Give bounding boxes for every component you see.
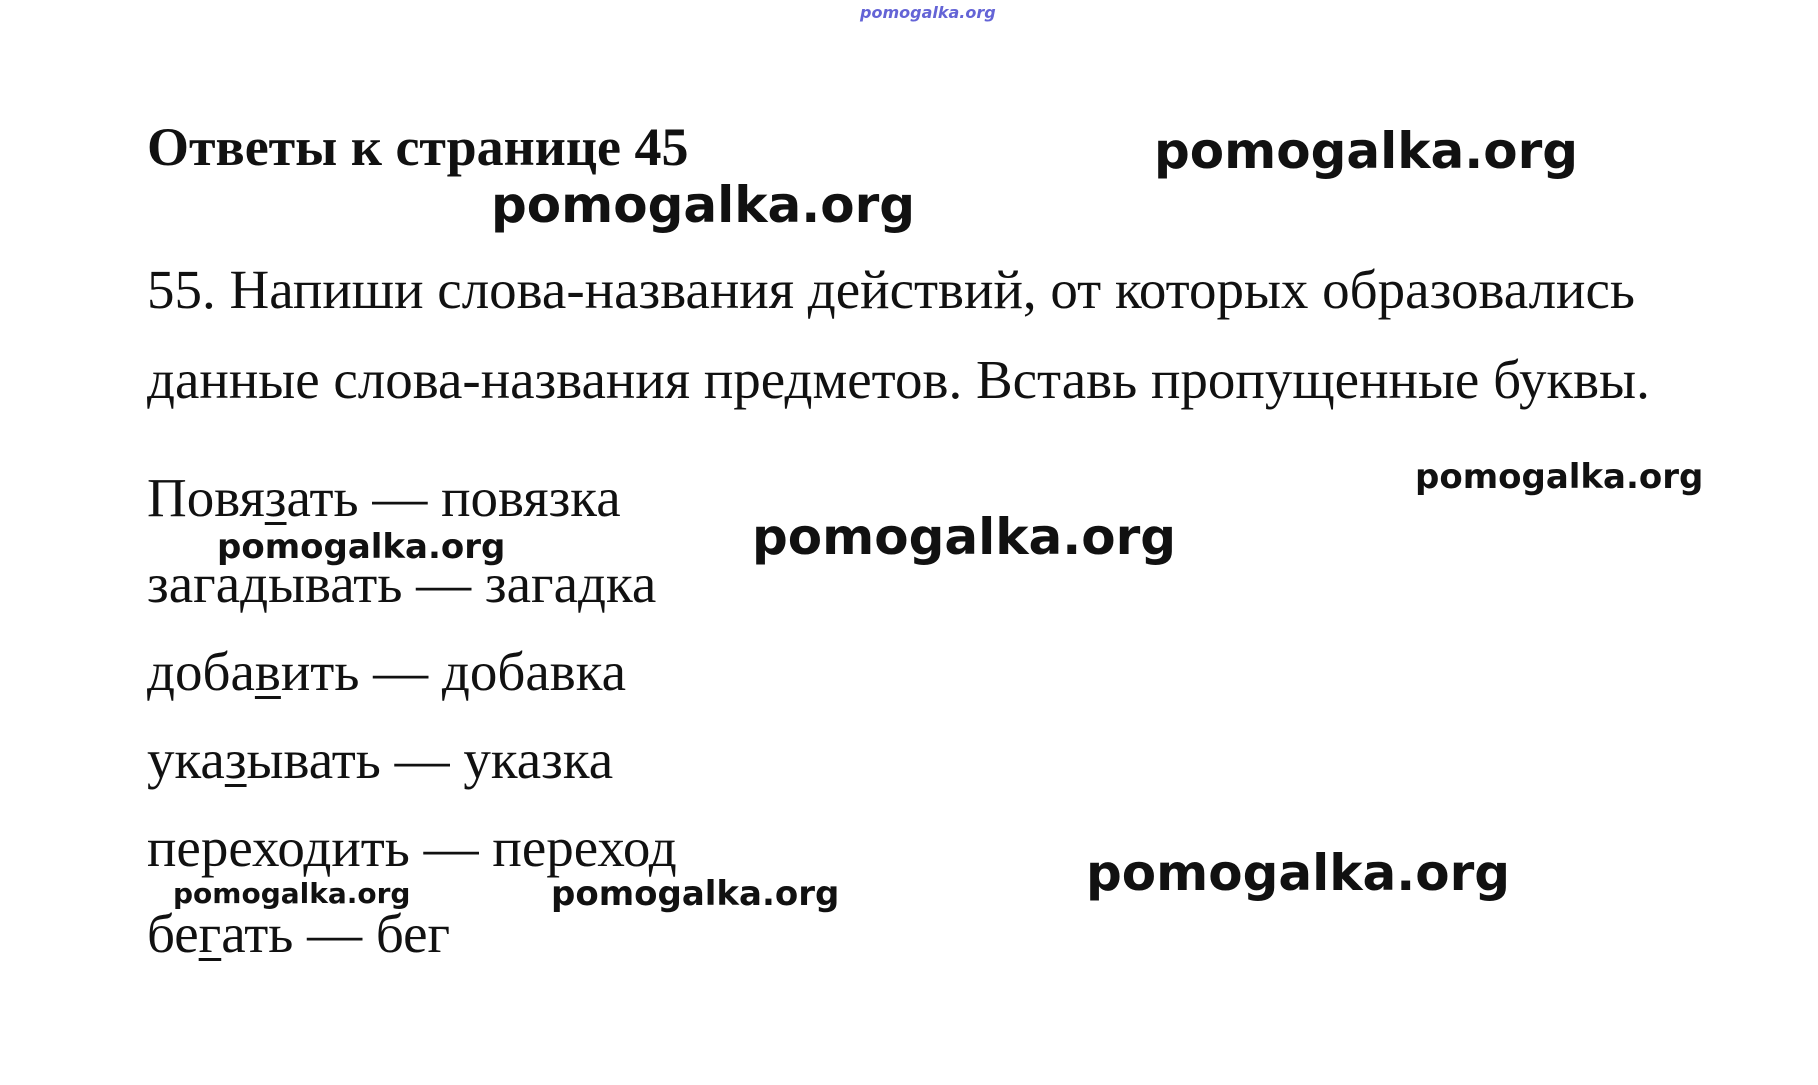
watermark: pomogalka.org	[217, 527, 506, 567]
answer-line	[147, 729, 614, 790]
inserted-letter: г	[198, 903, 222, 964]
watermark: pomogalka.org	[1086, 844, 1511, 902]
answer-text: переходить — переход	[147, 817, 677, 878]
answer-line	[147, 817, 677, 878]
task-text-line-1: 55. Напиши слова-названия действий, от которых образовались	[147, 259, 1635, 320]
answer-text: зага	[147, 553, 241, 614]
answer-text: ывать — загадка	[268, 553, 657, 614]
watermark: pomogalka.org	[1415, 457, 1704, 497]
answer-text: доба	[147, 641, 255, 702]
answer-text: ить — добавка	[280, 641, 627, 702]
watermark: pomogalka.org	[752, 508, 1177, 566]
inserted-letter: з	[264, 467, 287, 528]
answer-line	[147, 903, 451, 964]
task-text-line-2: данные слова-названия предметов. Вставь пропущенные буквы.	[147, 349, 1650, 410]
answer-line	[147, 641, 627, 702]
watermark: pomogalka.org	[491, 176, 916, 234]
answer-text: бе	[147, 903, 199, 964]
watermark: pomogalka.org	[1154, 122, 1579, 180]
answer-letter: д	[240, 553, 269, 614]
page-title: Ответы к странице 45	[147, 117, 689, 177]
answer-text: ука	[147, 729, 225, 790]
answer-line	[147, 467, 621, 528]
answer-text: ать — бег	[221, 903, 451, 964]
watermark: pomogalka.org	[551, 874, 840, 914]
answer-line	[147, 553, 657, 614]
inserted-letter: в	[254, 641, 281, 702]
inserted-letter: з	[224, 729, 247, 790]
watermark-top: pomogalka.org	[860, 3, 996, 22]
answer-text: ывать — указка	[246, 729, 614, 790]
watermark: pomogalka.org	[173, 877, 411, 910]
answer-text: ать — повязка	[286, 467, 621, 528]
answer-text: Повя	[147, 467, 265, 528]
